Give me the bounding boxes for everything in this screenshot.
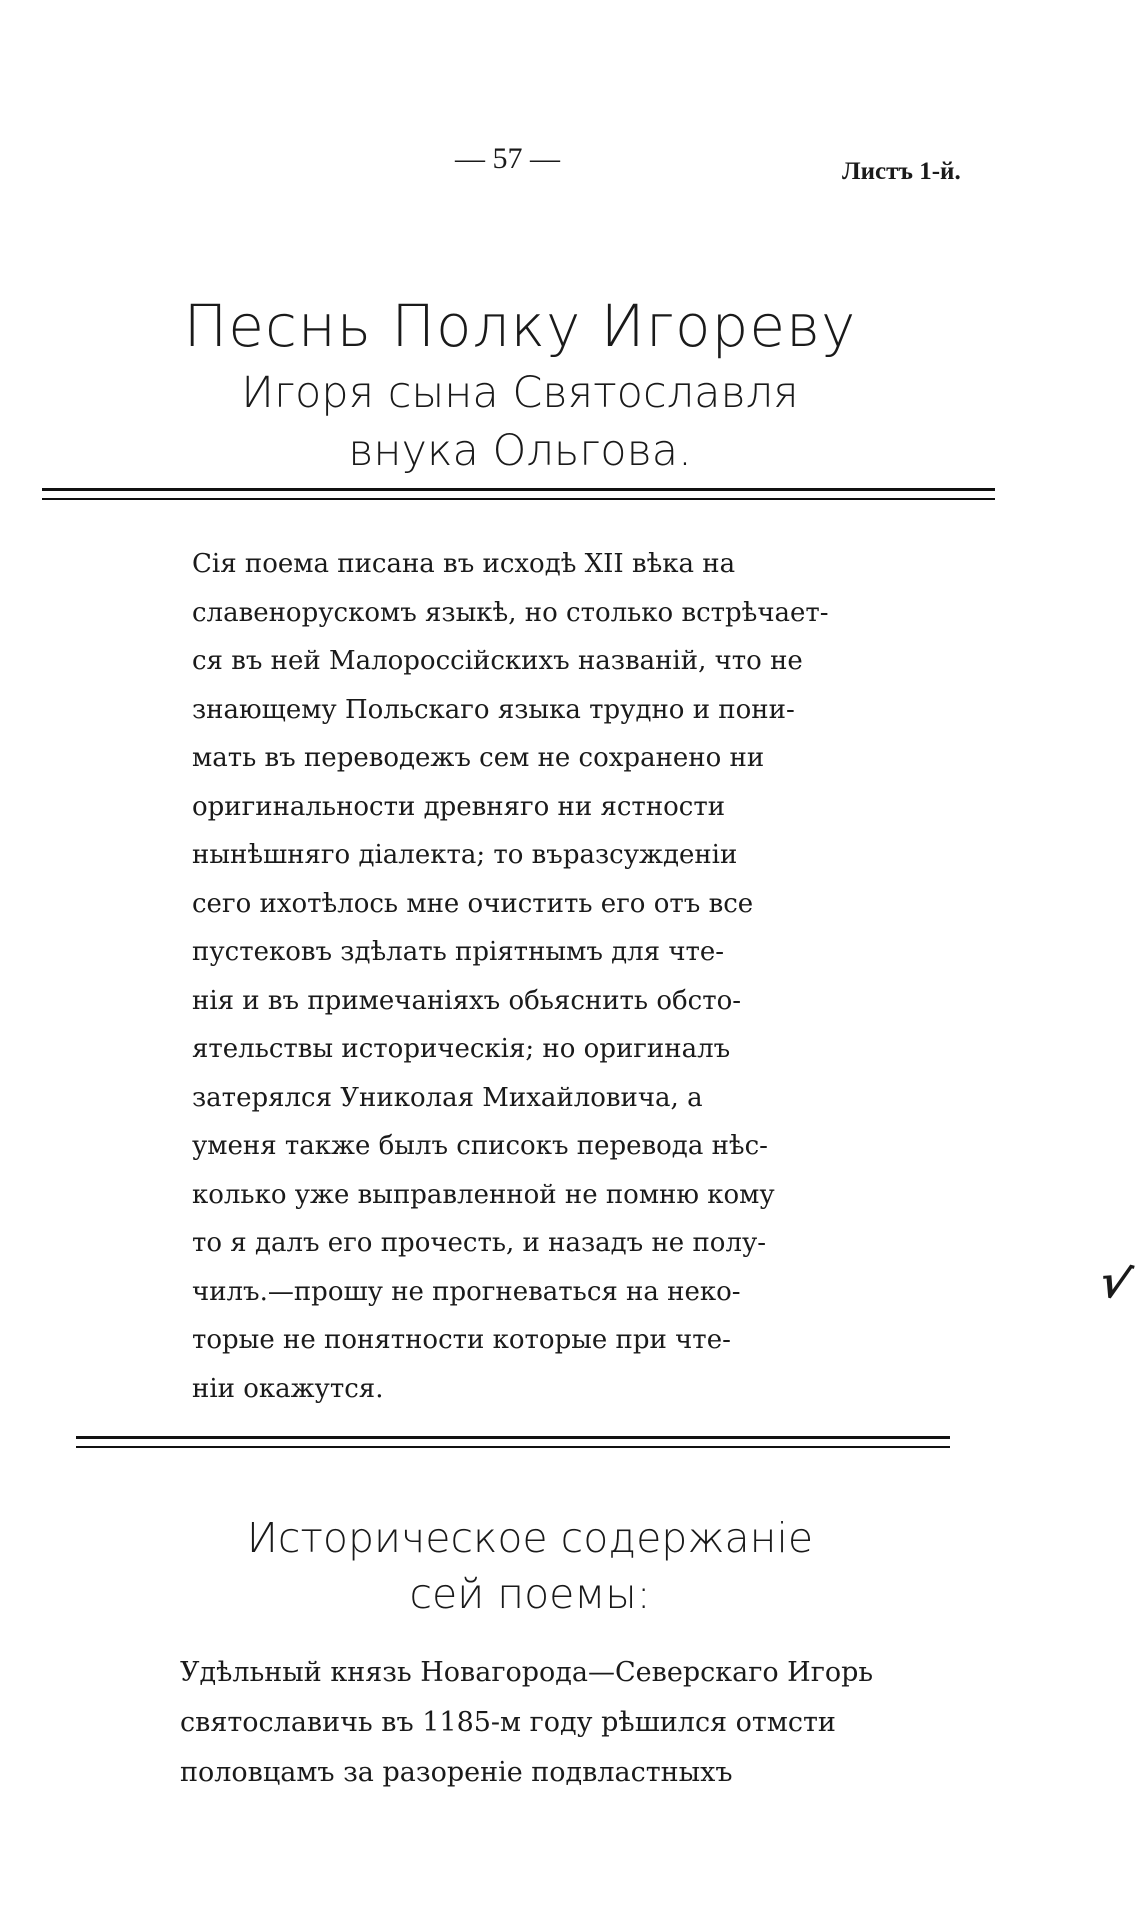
text-line: сего ихотѣлось мне очистить его отъ все (192, 888, 754, 919)
text-line: нія и въ примечаніяхъ обьяснить обсто- (192, 985, 742, 1016)
text-line: пустековъ здѣлать пріятнымъ для чте- (192, 937, 725, 967)
section-heading-line-1: Историческое содержаніе (246, 1514, 814, 1562)
text-line: ніи окажутся. (192, 1373, 384, 1404)
page-number: — 57 — (455, 142, 560, 175)
text-line: нынѣшняго діалекта; то въразсужденіи (192, 840, 738, 870)
text-line: колько уже выправленной не помню кому (192, 1179, 775, 1210)
section-text (180, 1648, 940, 1798)
text-line: Удѣльный князь Новагорода—Северскаго Игорь (180, 1657, 874, 1688)
text-line: Сія поема писана въ исходѣ XII вѣка на (192, 549, 736, 579)
title-line-3: внука Ольгова. (348, 426, 692, 476)
text-line: ся въ ней Малороссійскихъ названій, что не (192, 646, 803, 676)
bottom-double-divider (76, 1436, 950, 1448)
text-line: славенорускомъ языкѣ, но столько встрѣчает- (192, 597, 829, 628)
text-line: половцамъ за разореніе подвластныхъ (180, 1757, 733, 1788)
margin-checkmark: √ (1093, 1255, 1136, 1312)
text-line: мать въ переводежъ сем не сохранено ни (192, 743, 765, 773)
text-line: ятельствы историческія; но оригиналъ (192, 1034, 731, 1064)
text-line: оригинальности древняго ни ястности (192, 791, 726, 822)
section-heading (180, 1510, 880, 1622)
sheet-label: Листъ 1-й. (842, 158, 961, 185)
preface-text (192, 540, 852, 1413)
text-line: знающему Польскаго языка трудно и пони- (192, 694, 795, 725)
title-line-1: Песнь Полку Игореву (183, 292, 857, 360)
text-line: святославичь въ 1185-м году рѣшился отмсти (180, 1707, 836, 1738)
section-heading-line-2: сей поемы: (409, 1570, 651, 1618)
text-line: чилъ.—прошу не прогневаться на неко- (192, 1276, 741, 1307)
text-line: затерялся Униколая Михайловича, а (192, 1082, 703, 1113)
text-line: то я далъ его прочесть, и назадъ не полу- (192, 1228, 767, 1258)
title-line-2: Игоря сына Святославля (241, 368, 799, 418)
text-line: уменя также былъ списокъ перевода нѣс- (192, 1131, 768, 1161)
title-block (150, 288, 890, 480)
text-line: торые не понятности которые при чте- (192, 1325, 731, 1355)
top-double-divider (42, 488, 995, 500)
